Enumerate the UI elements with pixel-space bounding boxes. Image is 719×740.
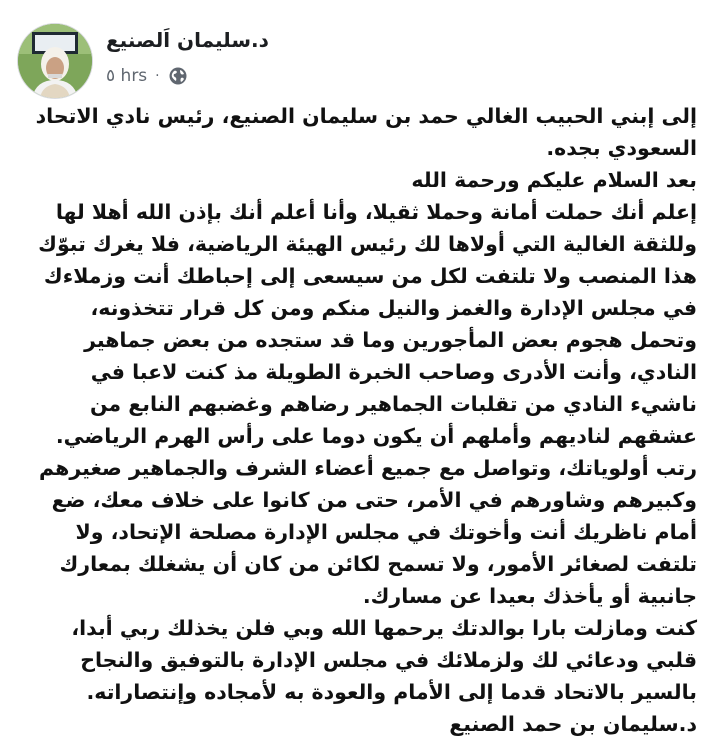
author-name[interactable]: د.سليمان اَلصنيع [106,28,269,52]
avatar-portrait-icon [18,24,92,98]
globe-icon[interactable] [168,66,188,86]
post-header [0,8,719,90]
post-paragraph-3: كنت ومازلت بارا بوالدتك يرحمها الله وبي فلن يخذلك ربي أبدا، قلبي ودعائي لك ولزملائك في مجلس الإدارة بالتوفيق والنجاح بالسير بالاتحاد قدما إلى الأمام والعودة به لأمجاده وإنتصاراته. [71,616,697,704]
post-signature: د.سليمان بن حمد الصنيع [449,712,697,736]
post-paragraph-2: رتب أولوياتك، وتواصل مع جميع أعضاء الشرف والجماهير صغيرهم وكبيرهم وشاورهم في الأمر، حتى من كانوا على خلاف معك، ضع أمام ناظريك أنت وأخوتك في مجلس الإدارة مصلحة الإتحاد، ولا تلتفت لصغائر الأمور، ولا تسمح لكائن من كان أن يشغلك بمعارك جانبية أو يأخذك بعيدا عن مسارك. [39,456,697,608]
meta-separator: · [155,68,160,84]
post-paragraph-greeting-line: إلى إبني الحبيب الغالي حمد بن سليمان الصنيع، رئيس نادي الاتحاد السعودي بجده. [35,104,697,160]
avatar[interactable] [18,24,92,98]
post-body [17,100,697,740]
post-meta [106,66,188,86]
post-paragraph-1: إعلم أنك حملت أمانة وحملا ثقيلا، وأنا أعلم أنك بإذن الله أهلا لها وللثقة الغالية التي أولاها لك رئيس الهيئة الرياضية، فلا يغرك تبوّك هذا المنصب ولا تلتفت لكل من سيسعى إلى إحباطك أنت وزملاءك في مجلس الإدارة والغمز والنيل منكم ومن كل قرار تتخذونه، وتحمل هجوم بعض المأجورين وما قد ستجده من بعض جماهير النادي، وأنت الأدرى وصاحب الخبرة الطويلة مذ كنت لاعبا في ناشيء النادي من تقلبات الجماهير رضاهم وغضبهم النابع من عشقهم لناديهم وأملهم أن يكون دوما على رأس الهرم الرياضي. [38,200,697,448]
post-time[interactable]: ٥ hrs [106,66,148,86]
post-paragraph-salutation: بعد السلام عليكم ورحمة الله [411,168,697,192]
